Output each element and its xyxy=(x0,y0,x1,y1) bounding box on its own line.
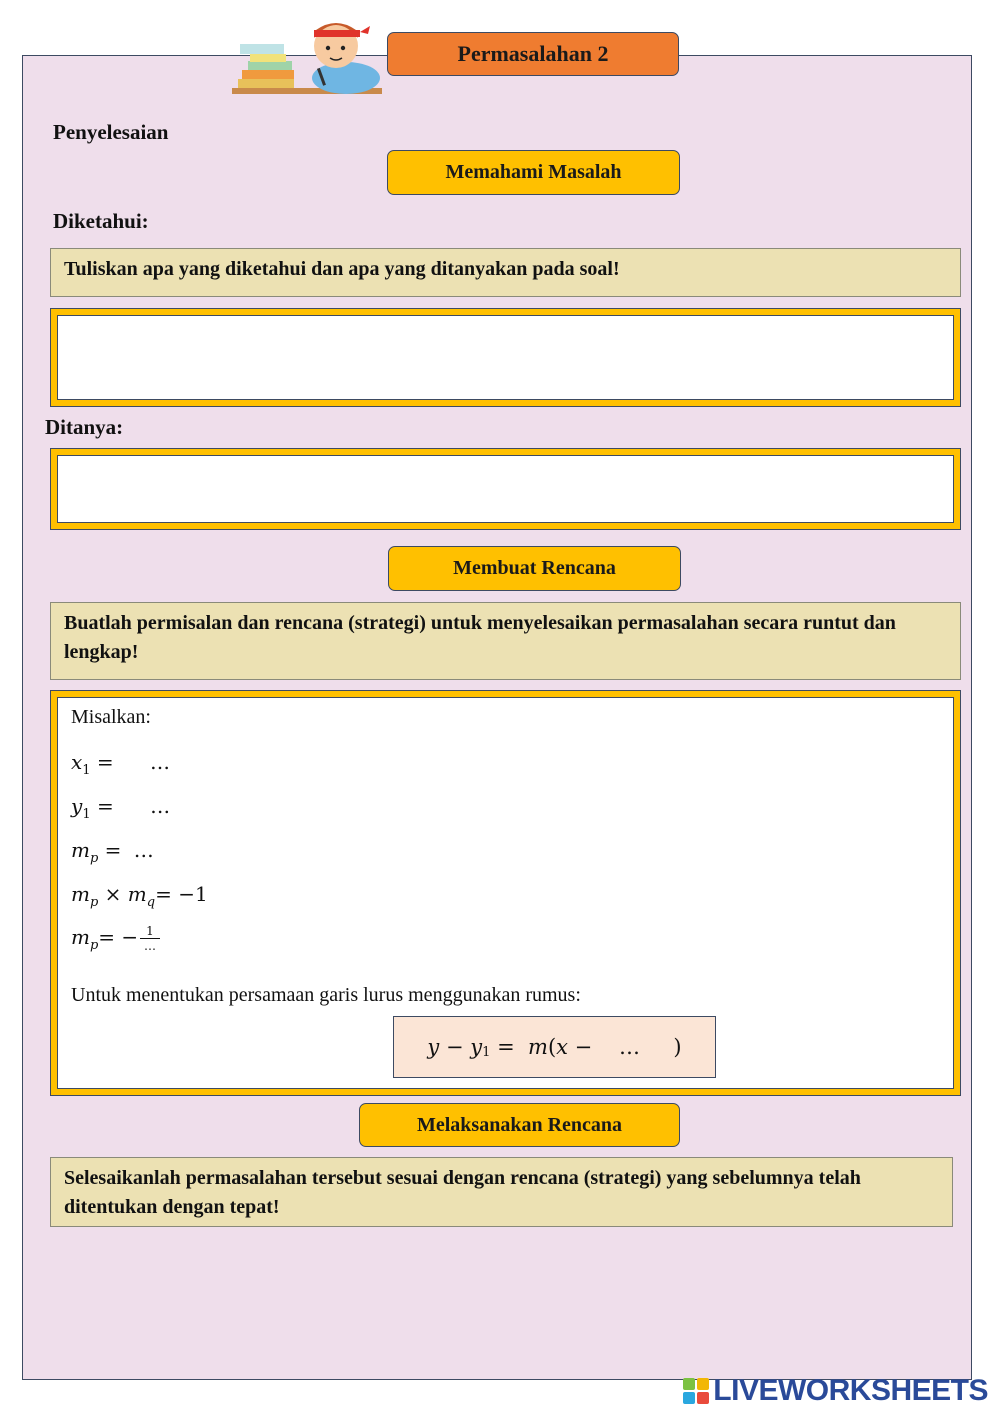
formula-blank[interactable]: … xyxy=(618,1035,640,1059)
asked-answer-input[interactable] xyxy=(57,455,954,523)
liveworksheets-text: LIVEWORKSHEETS xyxy=(713,1374,988,1407)
plan-x1-line: $x_1$ = … xyxy=(71,750,171,778)
known-label: Diketahui: xyxy=(53,209,149,233)
plan-y1-line: $y_1$ = … xyxy=(71,794,171,822)
step-execute-instruction: Selesaikanlah permasalahan tersebut sesuai dengan rencana (strategi) yang sebelumnya telah ditentukan dengan tepat! xyxy=(50,1157,953,1227)
step-execute-title: Melaksanakan Rencana xyxy=(359,1103,680,1147)
liveworksheets-logo xyxy=(683,1374,988,1408)
step-plan-title: Membuat Rencana xyxy=(388,546,681,591)
plan-product-line: $m_p \times m_q= -1$ xyxy=(71,882,208,910)
solution-heading: Penyelesaian xyxy=(53,120,169,144)
plan-answer-area xyxy=(57,697,954,1089)
liveworksheets-icon xyxy=(683,1378,709,1404)
neg-sign: = − xyxy=(98,925,139,949)
fraction-denominator-blank[interactable]: … xyxy=(143,939,156,953)
problem-title: Permasalahan 2 xyxy=(387,32,679,76)
step-understand-instruction: Tuliskan apa yang diketahui dan apa yang ditanyakan pada soal! xyxy=(50,248,961,297)
plan-mp-fraction-line: $m_p=$ − $\frac{1}{\dots}$ xyxy=(71,924,160,953)
known-answer-frame xyxy=(50,308,961,407)
x1-blank[interactable]: … xyxy=(150,750,171,774)
product-rhs: = −1 xyxy=(155,882,208,906)
line-equation-formula: y − y 1 = m ( x − … ) xyxy=(393,1016,716,1078)
asked-label: Ditanya: xyxy=(45,415,124,439)
step-plan-instruction: Buatlah permisalan dan rencana (strategi) untuk menyelesaikan permasalahan secara runtut dan lengkap! xyxy=(50,602,961,680)
plan-intro-text: Misalkan: xyxy=(71,706,151,728)
y1-blank[interactable]: … xyxy=(150,794,171,818)
fraction xyxy=(140,924,160,953)
mp-blank[interactable]: … xyxy=(133,838,154,862)
asked-answer-frame xyxy=(50,448,961,530)
step-understand-title: Memahami Masalah xyxy=(387,150,680,195)
fraction-numerator: 1 xyxy=(140,924,160,939)
plan-answer-frame xyxy=(50,690,961,1096)
plan-mp-line: $m_p$ = … xyxy=(71,838,154,866)
known-answer-input[interactable] xyxy=(57,315,954,400)
formula-intro-text: Untuk menentukan persamaan garis lurus menggunakan rumus: xyxy=(71,984,581,1006)
student-mascot-illustration xyxy=(228,8,388,98)
